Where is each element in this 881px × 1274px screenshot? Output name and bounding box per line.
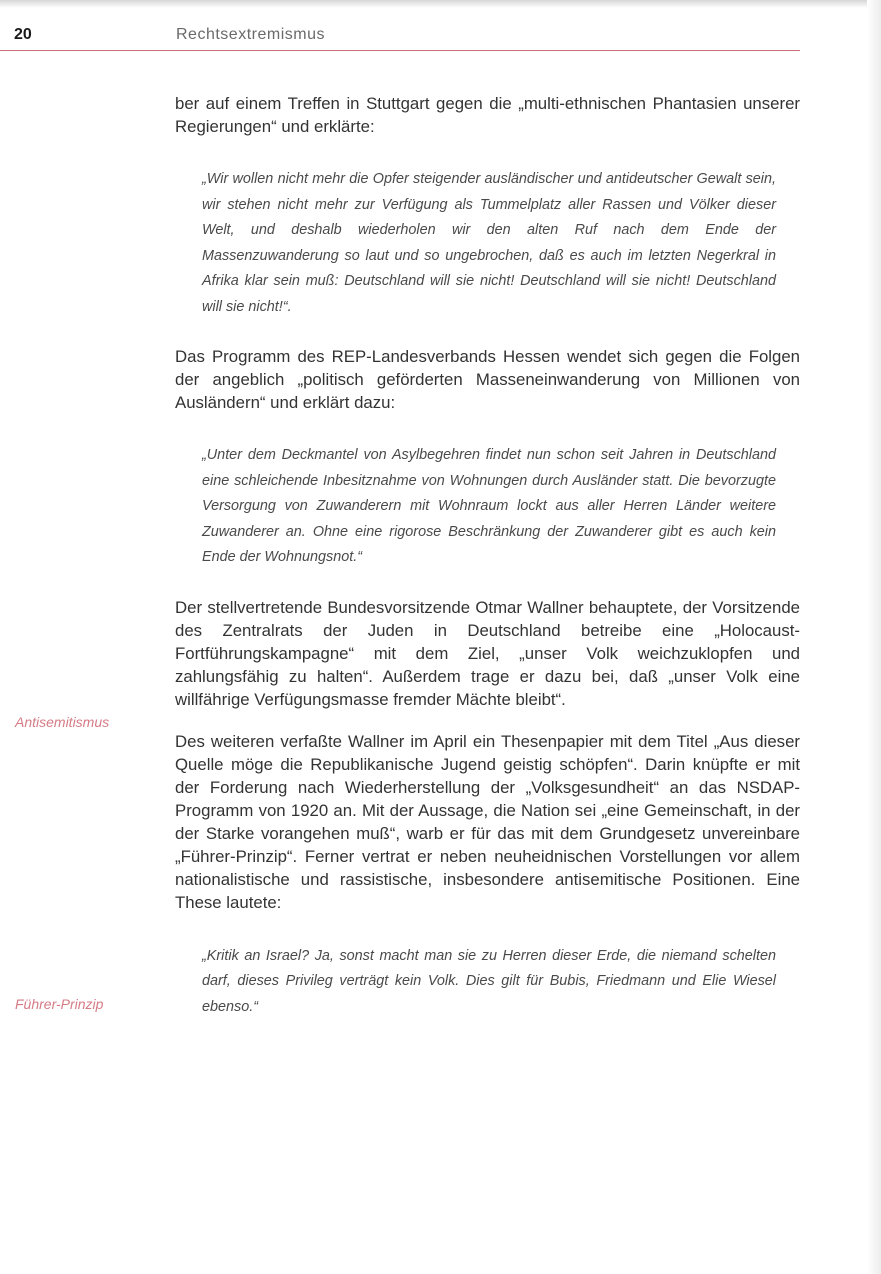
block-quote: „Wir wollen nicht mehr die Opfer steigender ausländischer und antideutscher Gewalt sein, wir stehen nicht mehr zur Verfügung als Tummelplatz aller Rassen und Völker dieser Welt, und deshalb wiederholen wir den alten Ruf nach dem Ende der Massenzuwanderung so laut und so ungebrochen, daß es auch im letzten Negerkral in Afrika klar sein muß: Deutschland will sie nicht! Deutschland will sie nicht! Deutschland will sie nicht!“. xyxy=(202,171,776,315)
body-paragraph: Des weiteren verfaßte Wallner im April ein Thesenpapier mit dem Titel „Aus dieser Quelle möge die Republikanische Jugend geistig schöpfen“. Darin knüpfte er mit der Forderung nach Wiederherstellung der „Volksgesundheit“ an das NSDAP-Programm von 1920 an. Mit der Aussage, die Nation sei „eine Gemeinschaft, in der der Starke vorangehen muß“, warb er für das mit dem Grundgesetz unvereinbare „Führer-Prinzip“. Ferner vertrat er neben neuheidnischen Vorstellungen vor allem nationalistische und rassistische, insbesondere antisemitische Positionen. Eine These lautete: xyxy=(175,731,800,912)
margin-note-fuehrer-prinzip: Führer-Prinzip xyxy=(15,996,104,1012)
page-number: 20 xyxy=(14,26,32,43)
page-top-shadow xyxy=(0,0,881,8)
body-paragraph: Der stellvertretende Bundesvorsitzende Otmar Wallner behauptete, der Vorsitzende des Zentralrats der Juden in Deutschland betreibe eine „Holocaust-Fortführungskampagne“ mit dem Ziel, „unser Volk weichzuklopfen und zahlungsfähig zu halten“. Außerdem trage er dazu bei, daß „unser Volk eine willfährige Verfügungsmasse fremder Mächte bleibt“. xyxy=(175,597,800,709)
main-text-column xyxy=(175,92,800,1020)
running-title: Rechtsextremismus xyxy=(176,26,325,43)
body-paragraph: ber auf einem Treffen in Stuttgart gegen die „multi-ethnischen Phantasien unserer Regierungen“ und erklärte: xyxy=(175,94,800,136)
page-header xyxy=(0,20,800,51)
block-quote: „Kritik an Israel? Ja, sonst macht man sie zu Herren dieser Erde, die niemand schelten darf, dieses Privileg verträgt kein Volk. Dies gilt für Bubis, Friedmann und Elie Wiesel ebenso.“ xyxy=(202,947,776,1015)
page-right-edge xyxy=(867,0,881,1274)
block-quote: „Unter dem Deckmantel von Asylbegehren findet nun schon seit Jahren in Deutschland eine schleichende Inbesitznahme von Wohnungen durch Ausländer statt. Die bevorzugte Versorgung von Zuwanderern mit Wohnraum lockt aus aller Herren Länder weitere Zuwanderer an. Ohne eine rigorose Beschränkung der Zuwanderer gibt es auch kein Ende der Wohnungsnot.“ xyxy=(202,447,776,565)
body-paragraph: Das Programm des REP-Landesverbands Hessen wendet sich gegen die Folgen der angeblich „politisch geförderten Masseneinwanderung von Millionen von Ausländern“ und erklärt dazu: xyxy=(175,347,800,412)
margin-note-antisemitismus: Antisemitismus xyxy=(15,714,110,730)
